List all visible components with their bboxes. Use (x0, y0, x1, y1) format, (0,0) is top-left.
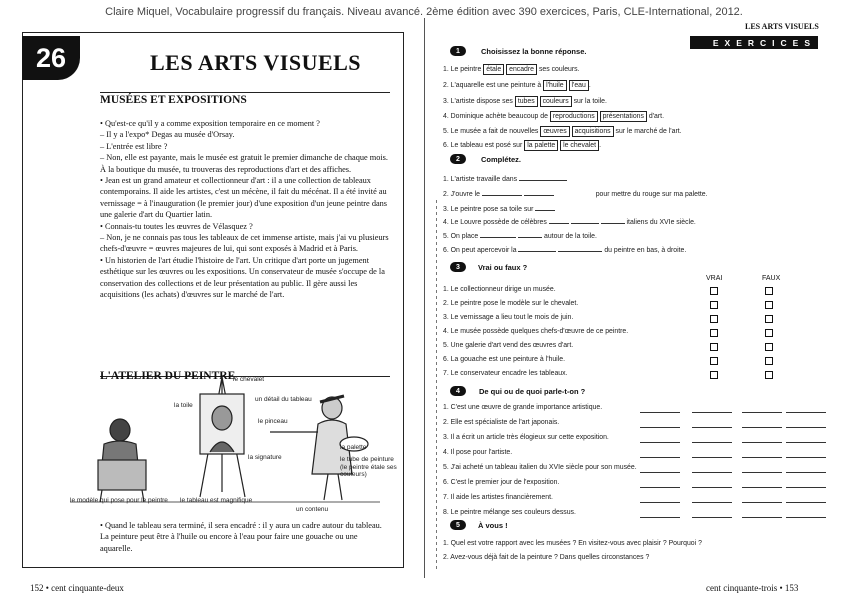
faux-checkbox[interactable] (765, 287, 773, 295)
exercise-5-number: 5 (450, 520, 466, 530)
exercise-3-title: Vrai ou faux ? (478, 263, 528, 272)
vrai-checkbox[interactable] (710, 315, 718, 323)
option-box[interactable]: acquisitions (572, 126, 614, 137)
paragraph: – Non, je ne connais pas tous les tableaux de cet immense artiste, mais j'ai vu plusieurs chefs-d'œuvre = œuvres majeures de lui, qui sont exposés à Madrid et à Paris. (100, 233, 389, 254)
header-vrai: VRAI (706, 275, 723, 282)
ex1-line: 4. Dominique achète beaucoup de reproductions présentations d'art. (443, 113, 664, 120)
identify-row: 8. Le peintre mélange ses couleurs dessus. (443, 509, 576, 516)
answer-blank[interactable] (640, 412, 680, 413)
label-tube: le tube de peinture (le peintre étale ses couleurs) (340, 456, 397, 478)
answer-blank[interactable] (742, 457, 782, 458)
answer-blank[interactable] (742, 487, 782, 488)
vrai-checkbox[interactable] (710, 371, 718, 379)
label-modele: le modèle qui pose pour le peintre (70, 497, 168, 504)
option-box[interactable]: l'huile (543, 80, 566, 91)
answer-blank[interactable] (640, 487, 680, 488)
tf-row: 2. Le peintre pose le modèle sur le chevalet. (443, 300, 579, 307)
label-pinceau: le pinceau (258, 418, 288, 425)
answer-blank[interactable] (742, 472, 782, 473)
answer-blank[interactable] (742, 427, 782, 428)
identify-row: 1. C'est une œuvre de grande importance artistique. (443, 404, 603, 411)
ex2-line: 4. Le Louvre possède de célèbres italiens du XVIe siècle. (443, 219, 696, 226)
answer-blank[interactable] (692, 472, 732, 473)
section-rule (100, 92, 390, 93)
answer-blank[interactable] (786, 427, 826, 428)
page-fold-shadow (436, 200, 437, 570)
section-title-atelier: L'ATELIER DU PEINTRE (100, 370, 236, 382)
exercise-4-title: De qui ou de quoi parle-t-on ? (479, 387, 586, 396)
answer-blank[interactable] (692, 457, 732, 458)
paragraph: – Non, elle est payante, mais le musée est gratuit le premier dimanche de chaque mois. À la boutique du musée, tu trouveras des reproductions d'art et des affiches. (100, 153, 388, 174)
answer-blank[interactable] (640, 502, 680, 503)
option-box[interactable]: encadre (506, 64, 537, 75)
vrai-checkbox[interactable] (710, 301, 718, 309)
answer-blank[interactable] (692, 517, 732, 518)
faux-checkbox[interactable] (765, 301, 773, 309)
citation-header: Claire Miquel, Vocabulaire progressif du français. Niveau avancé. 2ème édition avec 390 exercices, Paris, CLE-International, 2012. (105, 6, 743, 18)
tf-row: 6. La gouache est une peinture à l'huile. (443, 356, 565, 363)
paragraph: • Qu'est-ce qu'il y a comme exposition temporaire en ce moment ? (100, 119, 320, 128)
option-box[interactable]: le chevalet (560, 140, 599, 151)
answer-blank[interactable] (692, 442, 732, 443)
option-box[interactable]: présentations (600, 111, 647, 122)
answer-blank[interactable] (640, 442, 680, 443)
faux-checkbox[interactable] (765, 343, 773, 351)
faux-checkbox[interactable] (765, 371, 773, 379)
answer-blank[interactable] (786, 502, 826, 503)
chapter-number: 26 (22, 36, 80, 80)
vrai-checkbox[interactable] (710, 357, 718, 365)
tf-row: 5. Une galerie d'art vend des œuvres d'art. (443, 342, 574, 349)
option-box[interactable]: l'eau (569, 80, 589, 91)
section-title-musees: MUSÉES ET EXPOSITIONS (100, 94, 247, 106)
page-title: LES ARTS VISUELS (150, 50, 362, 75)
answer-blank[interactable] (786, 517, 826, 518)
faux-checkbox[interactable] (765, 315, 773, 323)
ex1-line: 5. Le musée a fait de nouvelles œuvres acquisitions sur le marché de l'art. (443, 128, 682, 135)
label-chevalet: le chevalet (233, 376, 265, 383)
label-signature: la signature (248, 454, 282, 461)
ex1-line: 3. L'artiste dispose ses tubes couleurs sur la toile. (443, 98, 607, 105)
faux-checkbox[interactable] (765, 329, 773, 337)
tf-row: 7. Le conservateur encadre les tableaux. (443, 370, 568, 377)
label-toile: la toile (174, 402, 193, 409)
ex2-line: 5. On place autour de la toile. (443, 233, 597, 240)
ex1-line: 6. Le tableau est posé sur la palette le chevalet . (443, 142, 601, 149)
atelier-illustration (70, 372, 400, 512)
header-faux: FAUX (762, 275, 781, 282)
closing-text: • Quand le tableau sera terminé, il sera encadré : il y aura un cadre autour du tableau. La peinture peut être à l'huile ou encore à l'eau pour faire une gouache ou une aquarelle. (100, 521, 382, 553)
answer-blank[interactable] (786, 487, 826, 488)
exercise-3-number: 3 (450, 262, 466, 272)
exercise-1-number: 1 (450, 46, 466, 56)
answer-blank[interactable] (742, 517, 782, 518)
exercise-1-title: Choisissez la bonne réponse. (481, 47, 587, 56)
option-box[interactable]: étale (483, 64, 504, 75)
page-number-left: 152 • cent cinquante-deux (30, 583, 124, 593)
answer-blank[interactable] (692, 502, 732, 503)
ex2-line: 2. J'ouvre le pour mettre du rouge sur ma palette. (443, 191, 708, 198)
answer-blank[interactable] (742, 442, 782, 443)
answer-blank[interactable] (786, 412, 826, 413)
exercise-2-number: 2 (450, 154, 466, 164)
musees-text (100, 118, 390, 301)
answer-blank[interactable] (640, 427, 680, 428)
answer-blank[interactable] (640, 457, 680, 458)
answer-blank[interactable] (786, 442, 826, 443)
ex1-line: 1. Le peintre étale encadre ses couleurs. (443, 66, 580, 73)
paragraph: – L'entrée est libre ? (100, 141, 168, 151)
paragraph: • Connais-tu toutes les œuvres de Vélasquez ? (100, 221, 253, 231)
identify-row: 5. J'ai acheté un tableau italien du XVIe siècle pour son musée. (443, 464, 637, 471)
label-palette: la palette (340, 444, 367, 451)
identify-row: 3. Il a écrit un article très élogieux sur cette exposition. (443, 434, 609, 441)
answer-blank[interactable] (742, 502, 782, 503)
ex2-line: 6. On peut apercevoir la du peintre en bas, à droite. (443, 247, 687, 254)
answer-blank[interactable] (640, 472, 680, 473)
vrai-checkbox[interactable] (710, 343, 718, 351)
option-box[interactable]: tubes (515, 96, 538, 107)
identify-row: 6. C'est le premier jour de l'exposition. (443, 479, 560, 486)
exercise-5-title: À vous ! (478, 521, 508, 530)
answer-blank[interactable] (786, 457, 826, 458)
page-number-right: cent cinquante-trois • 153 (706, 583, 799, 593)
faux-checkbox[interactable] (765, 357, 773, 365)
vrai-checkbox[interactable] (710, 329, 718, 337)
paragraph: • Un historien de l'art étudie l'histoire de l'art. Un critique d'art porte un jugement esthétique sur les œuvres ou les expositions. Un conservateur de musée s'occupe de la conservation des collections et de leur présentation au public. Il gère aussi les acquisitions (les achats) d'œuvres sur le marché de l'art. (100, 255, 385, 300)
ex5-question: 1. Quel est votre rapport avec les musées ? En visitez-vous avec plaisir ? Pourquoi ? (443, 540, 702, 547)
identify-row: 7. Il aide les artistes financièrement. (443, 494, 553, 501)
answer-blank[interactable] (692, 412, 732, 413)
ex2-line: 1. L'artiste travaille dans (443, 174, 818, 183)
ex2-line: 3. Le peintre pose sa toile sur (443, 204, 818, 213)
paragraph: • Jean est un grand amateur et collectionneur d'art : il a une collection de tableaux contemporains. Il aide les artistes, c'est un mécène, il fait du mécénat. Il a été invité au vernissage = à l'inauguration (le premier jour) d'une exposition d'un jeune peintre dans une galerie d'art du Quartier latin. (100, 176, 388, 220)
label-detail: un détail du tableau (255, 396, 312, 403)
answer-blank[interactable] (742, 412, 782, 413)
running-title: LES ARTS VISUELS (745, 22, 819, 31)
option-box[interactable]: la palette (524, 140, 558, 151)
ex1-line: 2. L'aquarelle est une peinture à l'huile l'eau . (443, 82, 591, 89)
identify-row: 4. Il pose pour l'artiste. (443, 449, 513, 456)
option-box[interactable]: couleurs (540, 96, 572, 107)
tf-row: 4. Le musée possède quelques chefs-d'œuvre de ce peintre. (443, 328, 629, 335)
paragraph: – Il y a l'expo* Degas au musée d'Orsay. (100, 130, 235, 140)
label-tableau: le tableau est magnifique (180, 497, 253, 504)
option-box[interactable]: reproductions (550, 111, 598, 122)
answer-blank[interactable] (692, 427, 732, 428)
page-fold (424, 18, 425, 578)
exercises-banner: EXERCICES (690, 36, 818, 49)
tf-row: 3. Le vernissage a lieu tout le mois de juin. (443, 314, 574, 321)
label-contenu: un contenu (296, 506, 329, 513)
option-box[interactable]: œuvres (540, 126, 569, 137)
answer-blank[interactable] (640, 517, 680, 518)
identify-row: 2. Elle est spécialiste de l'art japonais. (443, 419, 560, 426)
ex5-question: 2. Avez-vous déjà fait de la peinture ? Dans quelles circonstances ? (443, 554, 650, 561)
answer-blank[interactable] (786, 472, 826, 473)
answer-blank[interactable] (692, 487, 732, 488)
tf-row: 1. Le collectionneur dirige un musée. (443, 286, 556, 293)
exercise-2-title: Complétez. (481, 155, 522, 164)
vrai-checkbox[interactable] (710, 287, 718, 295)
exercise-4-number: 4 (450, 386, 466, 396)
